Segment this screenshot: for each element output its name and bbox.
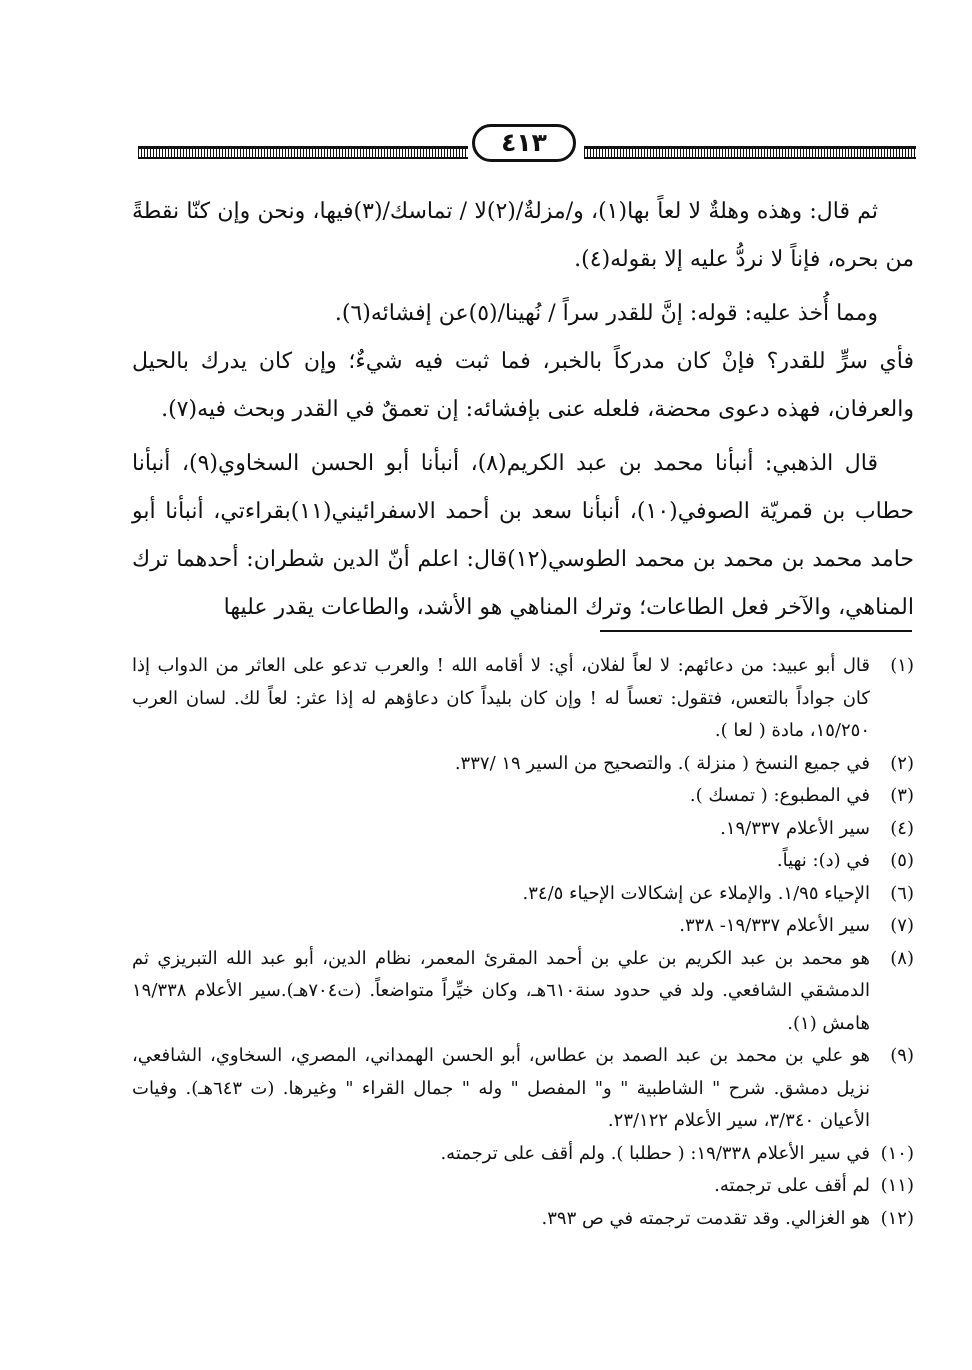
footnote-number: (٣) [890, 785, 914, 806]
footnote-text: قال أبو عبيد: من دعائهم: لا لعاً لفلان، أي: لا أقامه الله ! والعرب تدعو على العاثر من الدواب إذا كان جواداً بالتعس، فتقول: تعساً له ! وإن كان بليداً كان دعاؤهم له إذا عثر: لعاً لك. لسان العرب ١٥/٢٥٠، مادة ( لعا ). [132, 655, 870, 741]
footnote-11 [132, 1170, 914, 1203]
footnote-7 [132, 910, 914, 943]
footnote-number: (١١) [880, 1175, 914, 1196]
footnote-number: (٨) [890, 947, 914, 969]
footnote-12 [132, 1203, 914, 1236]
footnote-2 [132, 748, 914, 781]
footnote-1 [132, 650, 914, 748]
footnote-text: في المطبوع: ( تمسك ). [689, 785, 870, 806]
footnote-number: (١٢) [880, 1207, 914, 1229]
footnote-6 [132, 878, 914, 911]
footnote-3 [132, 780, 914, 813]
footnote-number: (٥) [890, 850, 914, 871]
footnote-number: (١) [890, 655, 914, 676]
page-header [138, 112, 916, 168]
footnote-text: هو محمد بن عبد الكريم بن علي بن أحمد المقرئ المعمر، نظام الدين، أبو عبد الله التبريزي ثم الدمشقي الشافعي. ولد في حدود سنة٦١٠هـ، وكان خيِّراً متواضعاً. (ت٧٠٤هـ).سير الأعلام ١٩/٣٣٨ هامش (١). [132, 947, 870, 1034]
footnote-8 [132, 943, 914, 1041]
footnote-5 [132, 845, 914, 878]
footnote-text: في (د): نهياً. [776, 850, 870, 871]
footnote-text: لم أقف على ترجمته. [714, 1175, 870, 1196]
paragraph-3: فأي سرٍّ للقدر؟ فإنْ كان مدركاً بالخبر، فما ثبت فيه شيءٌ؛ وإن كان يدرك بالحيل والعرفان، فهذه دعوى محضة، فلعله عنى بإفشائه: إن تعمقٌ في القدر وبحث فيه(٧). [132, 349, 914, 422]
paragraph-4: قال الذهبي: أنبأنا محمد بن عبد الكريم(٨)، أنبأنا أبو الحسن السخاوي(٩)، أنبأنا حطاب بن قمريّة الصوفي(١٠)، أنبأنا سعد بن أحمد الاسفرائيني(١١)بقراءتي، أنبأنا أبو حامد محمد بن محمد بن محمد الطوسي(١٢)قال: اعلم أنّ الدين شطران: أحدهما ترك المناهي، والآخر فعل الطاعات؛ وترك المناهي هو الأشد، والطاعات يقدر عليها [132, 451, 914, 620]
footnote-number: (٩) [890, 1045, 914, 1066]
main-text [132, 188, 914, 632]
footnote-number: (٧) [890, 915, 914, 936]
footnote-text: هو الغزالي. وقد تقدمت ترجمته في ص ٣٩٣. [541, 1207, 870, 1229]
footnote-text: في سير الأعلام ١٩/٣٣٨: ( حطلبا ). ولم أقف على ترجمته. [440, 1142, 870, 1164]
footnote-number: (٦) [890, 882, 914, 904]
page-number: ٤١٣ [472, 124, 576, 162]
paragraph-1: ثم قال: وهذه وهلةٌ لا لعاً بها(١)، و/مزلةٌ/(٢)لا / تماسك/(٣)فيها، ونحن وإن كنّا نقطةً من بحره، فإناً لا نردُّ عليه إلا بقوله(٤). [132, 199, 914, 272]
footnote-number: (٢) [890, 752, 914, 774]
footnotes [132, 650, 914, 1235]
footnote-text: سير الأعلام ١٩/٣٣٧- ٣٣٨. [679, 915, 870, 936]
footnote-text: الإحياء ١/٩٥. والإملاء عن إشكالات الإحياء ٣٤/٥. [522, 882, 870, 904]
footnote-text: هو علي بن محمد بن عبد الصمد بن عطاس، أبو الحسن الهمداني، المصري، السخاوي، الشافعي، نزيل دمشق. شرح " الشاطبية " و" المفصل " وله " جمال القراء " وغيرها. (ت ٦٤٣هـ). وفيات الأعيان ٣/٣٤٠، سير الأعلام ٢٣/١٢٢. [132, 1045, 870, 1131]
footnote-number: (٤) [890, 817, 914, 839]
footnote-10 [132, 1138, 914, 1171]
footnote-4 [132, 813, 914, 846]
footnote-text: في جميع النسخ ( منزلة ). والتصحيح من السير ١٩ /٣٣٧. [454, 752, 870, 774]
header-rule-right [584, 146, 916, 159]
paragraph-2: ومما أُخذ عليه: قوله: إنَّ للقدر سراً / نُهينا/(٥)عن إفشائه(٦). [334, 301, 878, 326]
header-rule-left [138, 146, 468, 159]
footnote-text: سير الأعلام ١٩/٣٣٧. [720, 817, 870, 839]
footnote-9 [132, 1040, 914, 1138]
footnote-separator [600, 630, 912, 632]
footnote-number: (١٠) [880, 1142, 914, 1164]
